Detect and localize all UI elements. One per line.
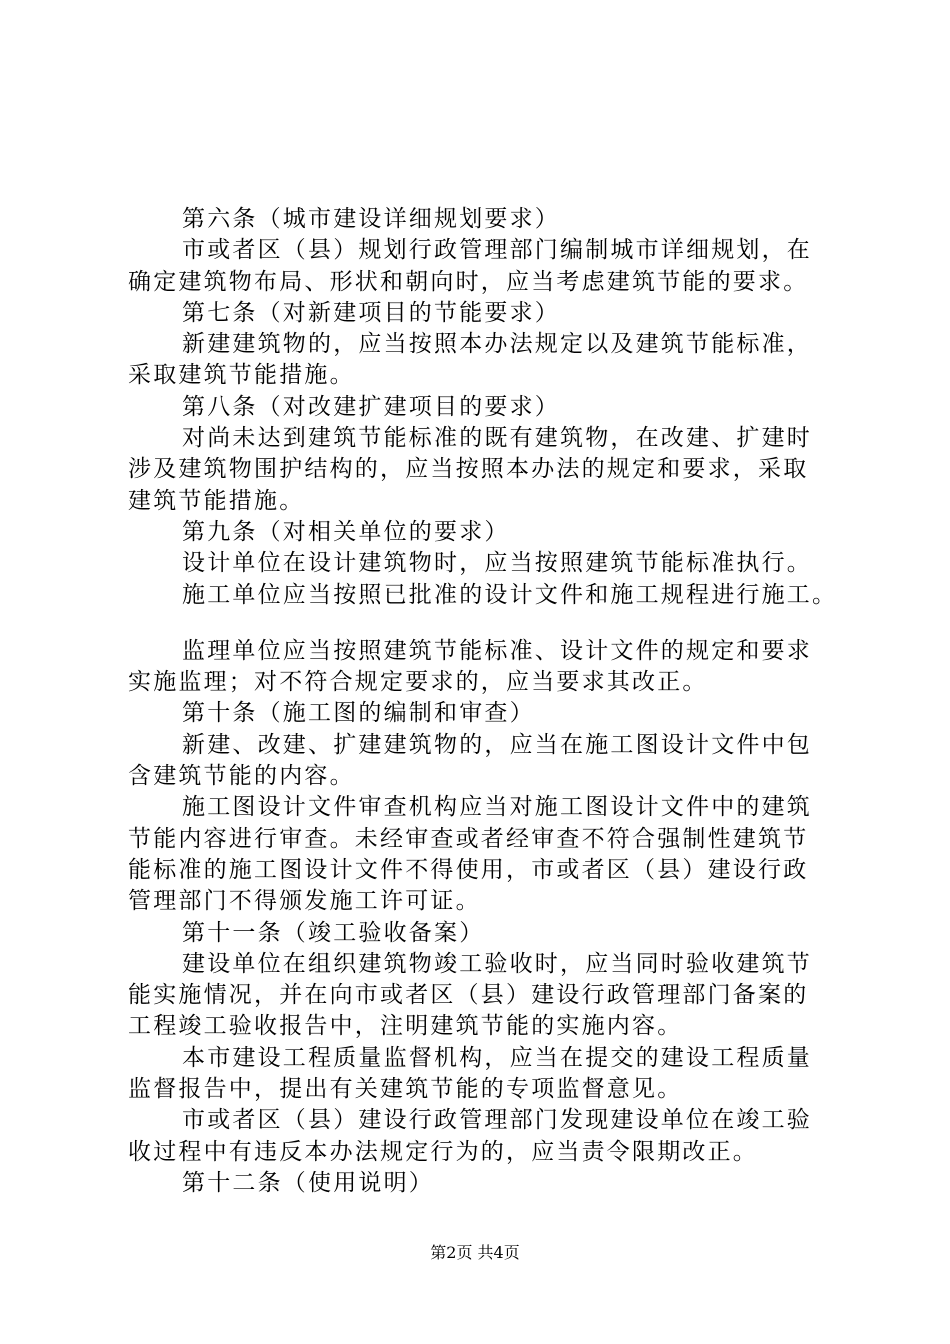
paragraph-line: 收过程中有违反本办法规定行为的，应当责令限期改正。 — [128, 1138, 758, 1165]
paragraph-line: 监理单位应当按照建筑节能标准、设计文件的规定和要求 — [182, 637, 812, 664]
paragraph-line: 施工图设计文件审查机构应当对施工图设计文件中的建筑 — [182, 794, 812, 821]
paragraph-line: 节能内容进行审查。未经审查或者经审查不符合强制性建筑节 — [128, 825, 809, 852]
paragraph-line: 对尚未达到建筑节能标准的既有建筑物，在改建、扩建时 — [182, 425, 812, 452]
article-12-heading: 第十二条（使用说明） — [182, 1169, 434, 1196]
article-10-heading: 第十条（施工图的编制和审查） — [182, 700, 535, 727]
paragraph-line: 管理部门不得颁发施工许可证。 — [128, 888, 481, 915]
paragraph-line: 市或者区（县）规划行政管理部门编制城市详细规划，在 — [182, 237, 812, 264]
page-number-footer: 第2页 共4页 — [430, 1243, 520, 1262]
paragraph-line: 实施监理；对不符合规定要求的，应当要求其改正。 — [128, 669, 708, 696]
paragraph-line: 涉及建筑物围护结构的，应当按照本办法的规定和要求，采取 — [128, 456, 809, 483]
article-7-heading: 第七条（对新建项目的节能要求） — [182, 299, 560, 326]
paragraph-line: 新建、改建、扩建建筑物的，应当在施工图设计文件中包 — [182, 731, 812, 758]
paragraph-line: 建筑节能措施。 — [128, 487, 305, 514]
document-body — [128, 204, 844, 1199]
paragraph-line: 设计单位在设计建筑物时，应当按照建筑节能标准执行。 — [182, 550, 812, 577]
paragraph-line: 能实施情况，并在向市或者区（县）建设行政管理部门备案的 — [128, 982, 809, 1009]
article-9-heading: 第九条（对相关单位的要求） — [182, 518, 510, 545]
paragraph-gap — [128, 611, 844, 636]
article-8-heading: 第八条（对改建扩建项目的要求） — [182, 393, 560, 420]
paragraph-line: 监督报告中，提出有关建筑节能的专项监督意见。 — [128, 1076, 683, 1103]
paragraph-line: 新建建筑物的，应当按照本办法规定以及建筑节能标准， — [182, 331, 812, 358]
paragraph-line: 市或者区（县）建设行政管理部门发现建设单位在竣工验 — [182, 1107, 812, 1134]
paragraph-line: 建设单位在组织建筑物竣工验收时，应当同时验收建筑节 — [182, 950, 812, 977]
article-6-heading: 第六条（城市建设详细规划要求） — [182, 206, 560, 232]
paragraph-line: 能标准的施工图设计文件不得使用，市或者区（县）建设行政 — [128, 856, 809, 883]
paragraph-line: 确定建筑物布局、形状和朝向时，应当考虑建筑节能的要求。 — [128, 268, 809, 295]
paragraph-line: 含建筑节能的内容。 — [128, 763, 355, 790]
paragraph-line: 本市建设工程质量监督机构，应当在提交的建设工程质量 — [182, 1044, 812, 1071]
article-11-heading: 第十一条（竣工验收备案） — [182, 919, 485, 946]
paragraph-line: 施工单位应当按照已批准的设计文件和施工规程进行施工。 — [182, 581, 838, 608]
paragraph-line: 工程竣工验收报告中，注明建筑节能的实施内容。 — [128, 1013, 683, 1040]
paragraph-line: 采取建筑节能措施。 — [128, 362, 355, 389]
